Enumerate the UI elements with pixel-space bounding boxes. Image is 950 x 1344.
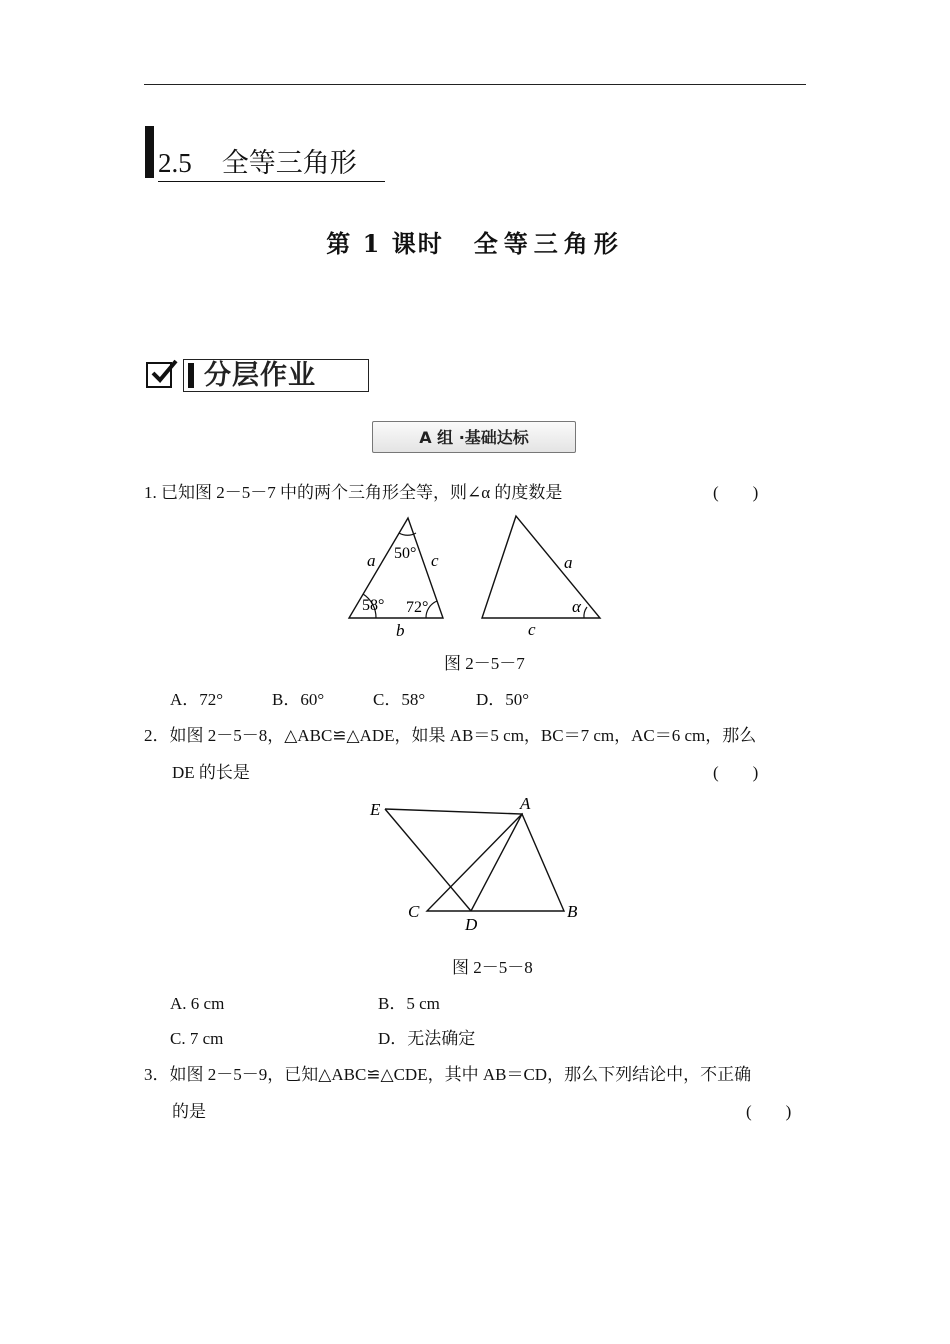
label-E: E — [370, 800, 381, 819]
label-C: C — [408, 902, 420, 921]
question-3-stem-line2: 的是 — [172, 1102, 206, 1121]
triangle-abc — [427, 814, 564, 911]
banner-bar — [188, 363, 194, 388]
segment-ed — [385, 809, 471, 911]
question-2-stem-line1: 2．如图 2－5－8，△ABC≌△ADE，如果 AB＝5 cm，BC＝7 cm，AC＝6 cm，那么 — [144, 726, 757, 745]
triangle-right — [482, 516, 600, 618]
figure-2-5-8-caption: 图 2－5－8 — [452, 958, 533, 977]
label-angle-58: 58° — [362, 597, 385, 614]
checkbox-icon — [146, 362, 172, 388]
question-1-stem: 1. 已知图 2－5－7 中的两个三角形全等，则∠α 的度数是 — [144, 483, 563, 502]
q1-option-c: C．58° — [373, 690, 426, 709]
section-title: 全等三角形 — [221, 148, 357, 179]
question-2-stem-line2: DE 的长是 — [172, 763, 250, 782]
q2-option-c: C. 7 cm — [170, 1029, 224, 1048]
q2-option-a: A. 6 cm — [170, 994, 225, 1013]
figure-2-5-8 — [360, 790, 600, 940]
question-3-stem-line1: 3．如图 2－5－9，已知△ABC≌△CDE，其中 AB＝CD，那么下列结论中，不正确 — [144, 1065, 752, 1084]
label-a-left: a — [367, 551, 376, 570]
label-angle-72: 72° — [406, 599, 429, 616]
question-1-answer-paren: ( ) — [713, 483, 759, 502]
label-A: A — [520, 794, 531, 813]
q1-option-d: D．50° — [476, 690, 530, 709]
section-heading — [158, 146, 385, 182]
q1-option-a: A．72° — [170, 690, 224, 709]
homework-banner — [183, 359, 369, 392]
angle-arc-alpha — [584, 607, 587, 618]
label-a-right: a — [564, 553, 573, 572]
label-D: D — [465, 915, 478, 934]
q2-option-d: D．无法确定 — [378, 1029, 476, 1048]
label-alpha: α — [572, 597, 581, 616]
label-angle-50: 50° — [394, 545, 417, 562]
q1-option-b: B．60° — [272, 690, 325, 709]
group-label-text: A 组 ·基础达标 — [419, 428, 529, 447]
q2-option-b: B．5 cm — [378, 994, 440, 1013]
top-rule — [144, 84, 806, 85]
section-number: 2.5 — [158, 148, 192, 178]
question-3-answer-paren: ( ) — [746, 1102, 792, 1121]
lesson-heading — [0, 224, 950, 259]
lesson-number: 第 1 课时 — [326, 229, 444, 258]
group-label — [372, 421, 576, 453]
label-b-left: b — [396, 621, 405, 640]
label-c-right: c — [528, 620, 536, 639]
figure-2-5-7-caption: 图 2－5－7 — [444, 654, 525, 673]
triangle-ade — [385, 809, 522, 911]
label-B: B — [567, 902, 578, 921]
lesson-title: 全等三角形 — [473, 229, 624, 258]
figure-2-5-7 — [330, 505, 630, 645]
banner-title: 分层作业 — [204, 360, 316, 391]
question-2-answer-paren: ( ) — [713, 763, 759, 782]
section-marker-bar — [145, 126, 154, 178]
label-c-left: c — [431, 551, 439, 570]
